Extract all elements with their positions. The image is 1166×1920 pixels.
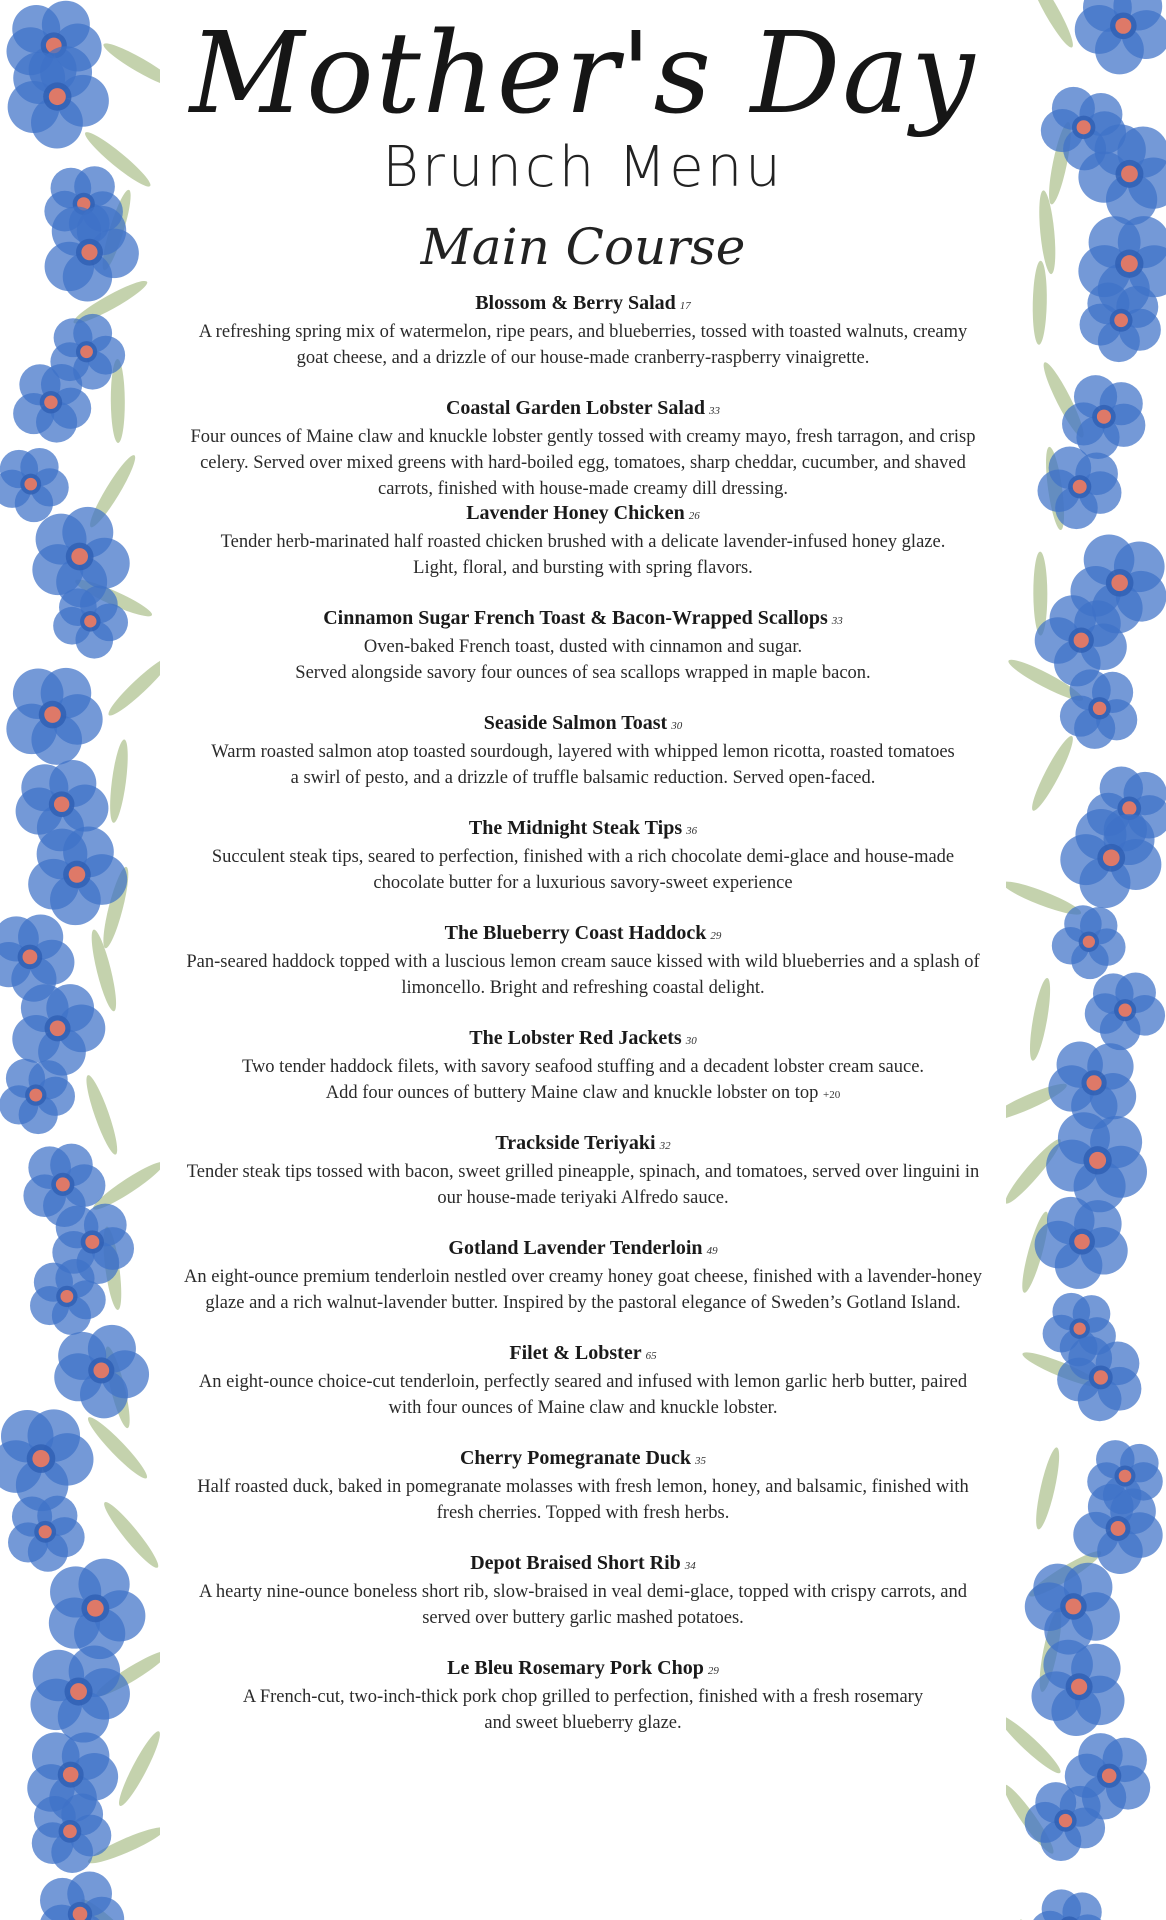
menu-item	[130, 1130, 1036, 1235]
description-line: Succulent steak tips, seared to perfection, finished with a rich chocolate demi-glace and house-made	[211, 847, 955, 867]
flower-icon	[6, 668, 102, 765]
item-price: 30	[671, 720, 683, 732]
menu-content	[130, 0, 1036, 1920]
description-line: and sweet blueberry glaze.	[484, 1713, 682, 1733]
menu-item	[130, 920, 1036, 1025]
item-name: Gotland Lavender Tenderloin	[448, 1237, 703, 1259]
flower-icon	[1035, 1197, 1128, 1289]
description-line: limoncello. Bright and refreshing coastal delight.	[401, 978, 765, 998]
item-description	[130, 1474, 1036, 1526]
menu-title: Mother's Day	[189, 9, 977, 139]
flower-icon	[1052, 905, 1126, 979]
description-text: Add four ounces of buttery Maine claw and knuckle lobster on top	[325, 1083, 819, 1103]
description-line: fresh cherries. Topped with fresh herbs.	[436, 1503, 730, 1523]
description-line: goat cheese, and a drizzle of our house-made cranberry-raspberry vinaigrette.	[296, 348, 870, 368]
flower-icon	[39, 1872, 124, 1920]
menu-item	[130, 1445, 1036, 1550]
flower-icon	[1085, 972, 1165, 1050]
item-description	[130, 1054, 1036, 1108]
flower-icon	[8, 1496, 85, 1572]
description-line: Served alongside savory four ounces of sea scallops wrapped in maple bacon.	[295, 663, 871, 683]
item-description	[130, 634, 1036, 686]
item-name-line	[130, 710, 1036, 739]
flower-icon	[1060, 809, 1161, 908]
item-name: Filet & Lobster	[509, 1342, 642, 1364]
item-name-line	[130, 395, 1036, 424]
item-description	[130, 949, 1036, 1001]
item-description	[130, 424, 1036, 502]
item-description	[130, 1684, 1036, 1736]
menu-item	[130, 500, 1036, 605]
item-price: 17	[679, 300, 691, 312]
description-line: A French-cut, two-inch-thick pork chop grilled to perfection, finished with a fresh rosemary	[242, 1687, 924, 1707]
item-price: 34	[684, 1560, 696, 1572]
description-line: Tender steak tips tossed with bacon, sweet grilled pineapple, spinach, and tomatoes, served over linguini in	[186, 1162, 980, 1182]
flower-icon	[1025, 1782, 1105, 1861]
flower-icon	[30, 1645, 129, 1742]
description-line: with four ounces of Maine claw and knuckle lobster.	[388, 1398, 778, 1418]
item-description	[130, 739, 1036, 791]
item-name: The Blueberry Coast Haddock	[444, 922, 707, 944]
menu-item	[130, 815, 1036, 920]
item-price: 33	[831, 615, 843, 627]
item-price: 49	[706, 1245, 718, 1257]
flower-icon	[1080, 283, 1161, 363]
description-line: served over buttery garlic mashed potatoes.	[422, 1608, 744, 1628]
item-name-line	[130, 1655, 1036, 1684]
description-line: An eight-ounce choice-cut tenderloin, perfectly seared and infused with lemon garlic herb butter, paired	[198, 1372, 968, 1392]
description-line: glaze and a rich walnut-lavender butter. Inspired by the pastoral elegance of Sweden’s Gotland Island.	[205, 1293, 961, 1313]
description-line: Two tender haddock filets, with savory seafood stuffing and a decadent lobster cream sauce.	[241, 1057, 925, 1077]
item-name: Trackside Teriyaki	[495, 1132, 656, 1154]
flower-icon	[0, 448, 69, 522]
item-name-line	[130, 1550, 1036, 1579]
flower-icon	[1075, 0, 1166, 74]
item-price: 33	[709, 405, 721, 417]
item-description	[130, 1579, 1036, 1631]
description-line: a swirl of pesto, and a drizzle of truffle balsamic reduction. Served open-faced.	[290, 768, 876, 788]
item-price: 35	[695, 1455, 707, 1467]
leaf-icon	[107, 739, 132, 824]
description-line: Half roasted duck, baked in pomegranate molasses with fresh lemon, honey, and balsamic, finished with	[197, 1477, 969, 1497]
item-name-line	[130, 1025, 1036, 1054]
item-name-line	[130, 1340, 1036, 1369]
item-name: Seaside Salmon Toast	[483, 712, 668, 734]
item-description	[130, 319, 1036, 371]
description-line	[130, 1080, 1036, 1108]
item-description	[130, 844, 1036, 896]
description-line: Light, floral, and bursting with spring flavors.	[413, 558, 753, 578]
flower-icon	[1030, 1889, 1107, 1920]
flower-icon	[0, 1059, 75, 1134]
flower-icon	[1046, 1112, 1147, 1212]
item-name-line	[130, 920, 1036, 949]
leaf-icon	[81, 1073, 122, 1157]
item-name: The Midnight Steak Tips	[468, 817, 683, 839]
menu-item	[130, 710, 1036, 815]
item-description	[130, 529, 1036, 581]
item-name-line	[130, 500, 1036, 529]
item-addon-price: +20	[823, 1089, 841, 1101]
item-description	[130, 1159, 1036, 1211]
item-name: Lavender Honey Chicken	[466, 502, 685, 524]
item-name: Blossom & Berry Salad	[475, 292, 676, 314]
description-line: Four ounces of Maine claw and knuckle lobster gently tossed with creamy mayo, fresh tarragon, and crisp	[190, 427, 976, 447]
description-line: A hearty nine-ounce boneless short rib, slow-braised in veal demi-glace, topped with crispy carrots, and	[198, 1582, 968, 1602]
menu-item	[130, 290, 1036, 395]
description-line: celery. Served over mixed greens with hard-boiled egg, tomatoes, sharp cheddar, cucumber, and shaved	[200, 453, 966, 473]
item-name: The Lobster Red Jackets	[469, 1027, 682, 1049]
item-price: 36	[686, 825, 698, 837]
menu-item	[130, 1340, 1036, 1445]
item-name-line	[130, 1235, 1036, 1264]
item-name-line	[130, 1445, 1036, 1474]
item-name: Le Bleu Rosemary Pork Chop	[447, 1657, 704, 1679]
item-name-line	[130, 815, 1036, 844]
section-title: Main Course	[420, 218, 746, 276]
description-line: An eight-ounce premium tenderloin nestled over creamy honey goat cheese, finished with a lavender-honey	[184, 1267, 982, 1287]
description-line: Tender herb-marinated half roasted chicken brushed with a delicate lavender-infused honey glaze.	[220, 532, 946, 552]
menu-item	[130, 1550, 1036, 1655]
item-price: 29	[707, 1665, 719, 1677]
menu-item	[130, 395, 1036, 500]
item-price: 29	[710, 930, 722, 942]
description-line: Pan-seared haddock topped with a luscious lemon cream sauce kissed with wild blueberries and a splash of	[186, 952, 980, 972]
item-price: 32	[659, 1140, 671, 1152]
flower-icon	[13, 364, 91, 443]
item-name: Coastal Garden Lobster Salad	[445, 397, 706, 419]
description-line: A refreshing spring mix of watermelon, ripe pears, and blueberries, tossed with toasted walnuts, creamy	[198, 322, 968, 342]
description-line: Warm roasted salmon atop toasted sourdough, layered with whipped lemon ricotta, roasted tomatoes	[211, 742, 955, 762]
description-line: carrots, finished with house-made creamy dill dressing.	[378, 479, 788, 499]
item-price: 65	[645, 1350, 657, 1362]
description-line: chocolate butter for a luxurious savory-sweet experience	[373, 873, 793, 893]
item-name: Cinnamon Sugar French Toast & Bacon-Wrapped Scallops	[323, 607, 828, 629]
item-name-line	[130, 290, 1036, 319]
item-price: 26	[688, 510, 700, 522]
item-name-line	[130, 1130, 1036, 1159]
flower-icon	[1062, 375, 1145, 459]
menu-subtitle: Brunch Menu	[382, 135, 784, 200]
item-name: Cherry Pomegranate Duck	[459, 1447, 692, 1469]
menu-items	[130, 290, 1036, 1760]
leaf-icon	[1032, 1446, 1064, 1531]
menu-item	[130, 1235, 1036, 1340]
description-line: Oven-baked French toast, dusted with cinnamon and sugar.	[363, 637, 803, 657]
item-description	[130, 1264, 1036, 1316]
item-price: 30	[685, 1035, 697, 1047]
description-line: our house-made teriyaki Alfredo sauce.	[437, 1188, 729, 1208]
item-description	[130, 1369, 1036, 1421]
menu-item	[130, 1025, 1036, 1130]
item-name: Depot Braised Short Rib	[470, 1552, 681, 1574]
item-name-line	[130, 605, 1036, 634]
menu-item	[130, 1655, 1036, 1760]
menu-item	[130, 605, 1036, 710]
flower-icon	[0, 1409, 94, 1511]
